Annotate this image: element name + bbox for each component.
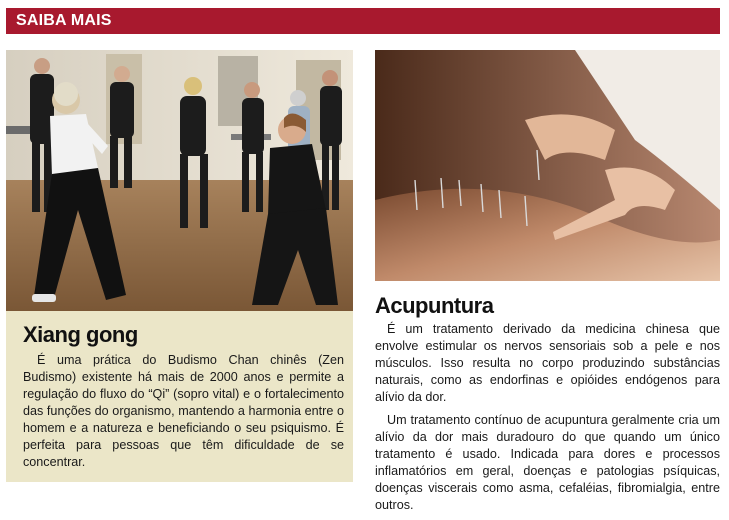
acupuntura-paragraph-1: É um tratamento derivado da medicina chinesa que envolve estimular os nervos sensoriais sob a pele e nos músculos. Isso resulta no corpo produzindo substâncias naturais, como as endorfinas e opióides endógenos para alívio da dor. (375, 322, 720, 404)
xiang-gong-body (23, 352, 344, 471)
acupuntura-paragraph-2: Um tratamento contínuo de acupuntura geralmente cria um alívio da dor mais duradouro do que quando um único tratamento é usado. Indicada para dores e processos inflamatórios em geral, doenças e patologias psíquicas, doenças viscerais como asma, cefaléias, fibromialgia, entre outros. (375, 413, 720, 512)
acupuntura-body (375, 321, 720, 520)
xiang-gong-panel (6, 50, 353, 482)
xiang-gong-paragraph: É uma prática do Budismo Chan chinês (Zen Budismo) existente há mais de 2000 anos e permite a regulação do fluxo do “Qi” (sopro vital) e o fortalecimento das funções do organismo, mantendo a harmonia entre o homem e a natureza e beneficiando o seu psiquismo. É perfeita para pessoas que têm dificuldade de se concentrar. (23, 353, 344, 469)
section-header-label: SAIBA MAIS (16, 12, 112, 29)
xiang-gong-title: Xiang gong (23, 322, 138, 347)
acupuncture-photo (375, 50, 720, 281)
acupuntura-title: Acupuntura (375, 293, 494, 318)
tai-chi-class-photo (6, 50, 353, 311)
section-header (6, 8, 720, 34)
